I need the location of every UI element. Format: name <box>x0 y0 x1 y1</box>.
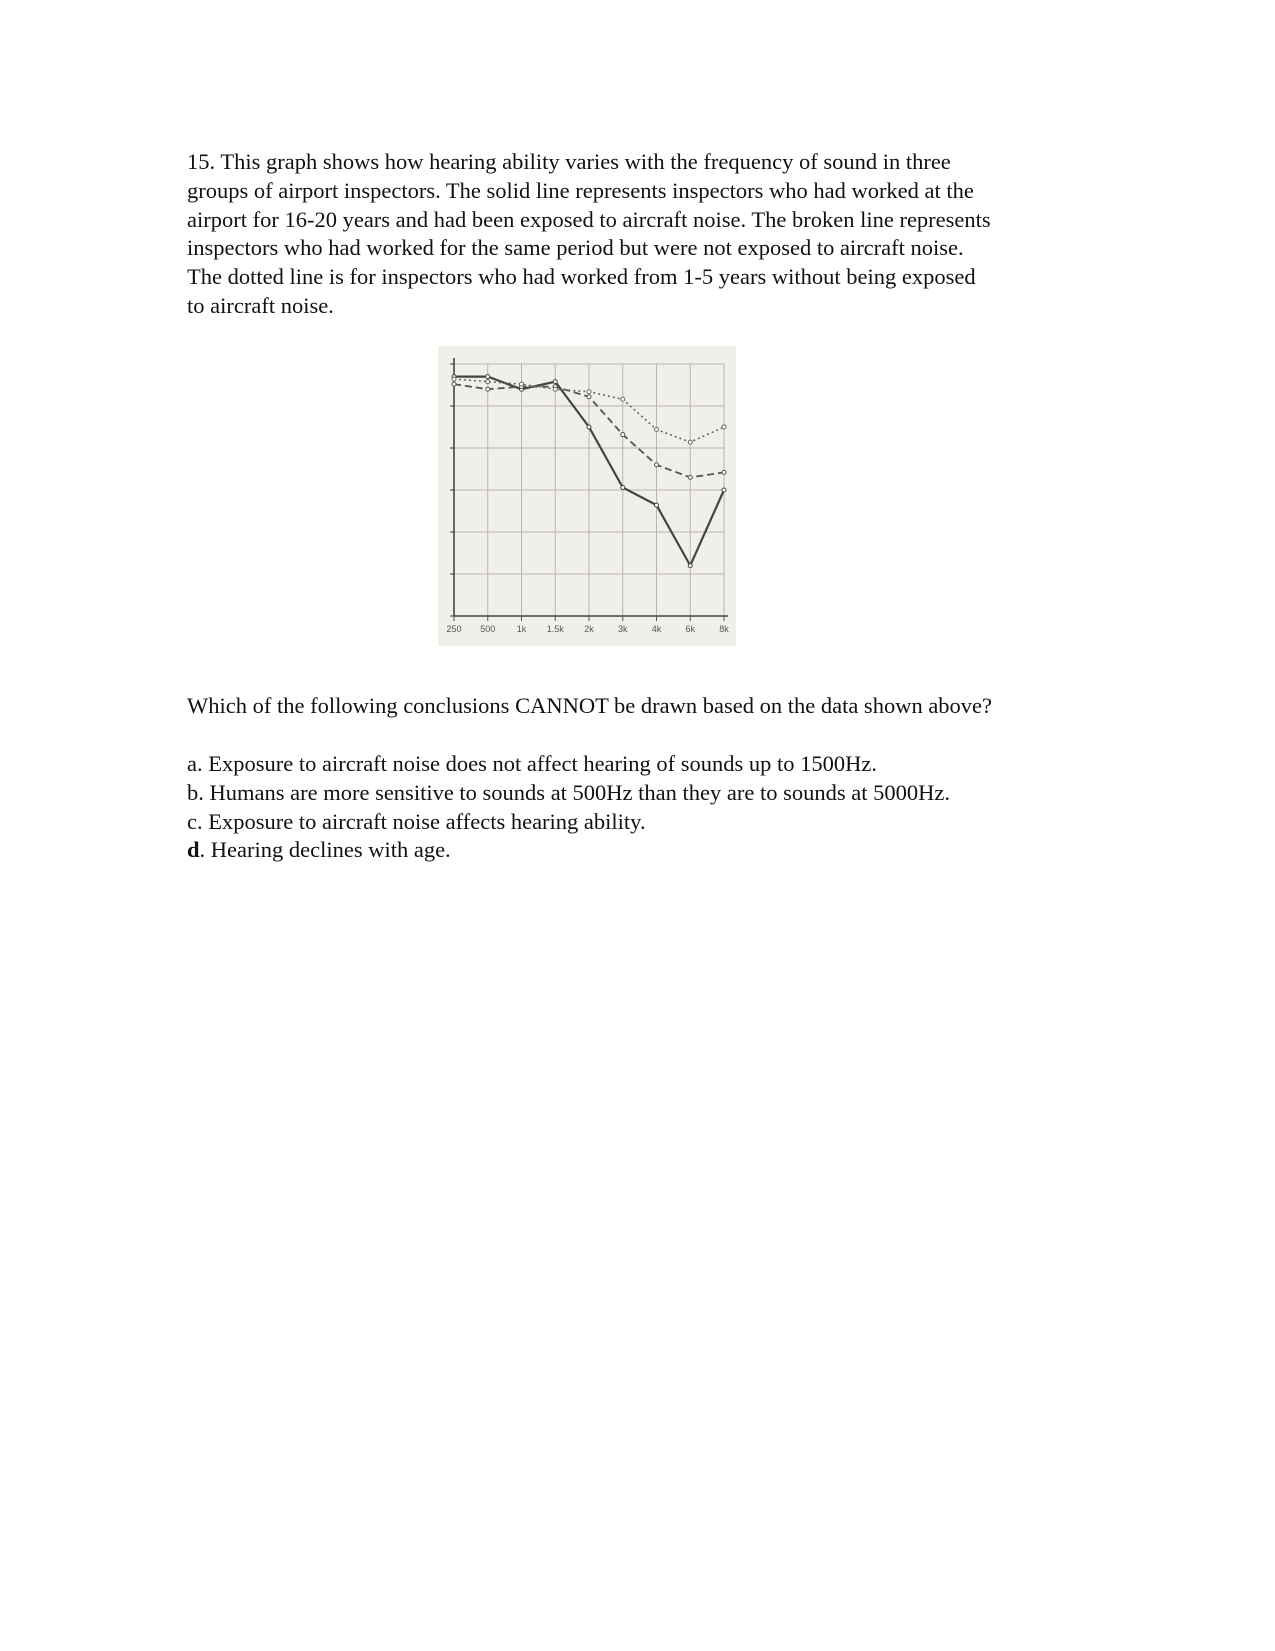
hearing-chart <box>438 346 736 646</box>
data-point-dotted <box>486 380 490 384</box>
intro-line: airport for 16-20 years and had been exposed to aircraft noise. The broken line represents <box>187 206 991 232</box>
question-intro <box>187 148 1097 321</box>
answer-options <box>187 750 950 865</box>
x-tick-label: 1.5k <box>546 624 564 634</box>
data-point-solid <box>722 488 726 492</box>
x-tick-label: 250 <box>446 624 462 634</box>
intro-line: inspectors who had worked for the same period but were not exposed to aircraft noise. <box>187 235 964 261</box>
data-point-dashed <box>587 395 591 399</box>
intro-line: to aircraft noise. <box>187 292 334 318</box>
data-point-dashed <box>452 382 456 386</box>
data-point-solid <box>486 375 490 379</box>
data-point-dashed <box>486 387 490 391</box>
x-tick-label: 1k <box>516 624 527 634</box>
data-point-solid <box>688 564 692 568</box>
option-letter: a <box>187 751 197 776</box>
data-point-dotted <box>452 377 456 381</box>
option-text: . Exposure to aircraft noise affects hearing ability. <box>197 808 646 834</box>
option-letter: b <box>187 779 199 805</box>
x-tick-label: 6k <box>685 624 696 634</box>
option-text: . Exposure to aircraft noise does not affect hearing of sounds up to 1500Hz. <box>197 751 878 776</box>
data-point-solid <box>655 503 659 507</box>
option-a <box>187 750 950 779</box>
question-prompt: Which of the following conclusions CANNOT be drawn based on the data shown above? <box>187 693 993 718</box>
data-point-solid <box>587 425 591 429</box>
data-point-dotted <box>655 428 659 432</box>
option-text: . Humans are more sensitive to sounds at 500Hz than they are to sounds at 5000Hz. <box>198 779 950 805</box>
data-point-dotted <box>553 387 557 391</box>
data-point-dotted <box>688 440 692 444</box>
option-d <box>187 836 950 865</box>
data-point-dotted <box>621 397 625 401</box>
data-point-solid <box>553 380 557 384</box>
x-tick-label: 8k <box>719 624 729 634</box>
option-text: . Hearing declines with age. <box>199 837 451 863</box>
data-point-dotted <box>722 425 726 429</box>
option-letter: d <box>187 837 200 863</box>
data-point-dashed <box>722 470 726 474</box>
hearing-chart-svg <box>438 346 736 646</box>
intro-line: groups of airport inspectors. The solid line represents inspectors who had worked at the <box>187 177 974 203</box>
intro-line: The dotted line is for inspectors who had worked from 1-5 years without being exposed <box>187 264 976 290</box>
data-point-dotted <box>520 382 524 386</box>
option-c <box>187 808 950 837</box>
x-tick-label: 2k <box>584 624 594 634</box>
x-tick-label: 4k <box>651 624 662 634</box>
data-point-dashed <box>621 433 625 437</box>
option-b <box>187 779 950 808</box>
x-tick-label: 3k <box>617 624 628 634</box>
data-point-dashed <box>655 463 659 467</box>
data-point-solid <box>621 485 625 489</box>
option-letter: c <box>187 808 197 834</box>
x-tick-label: 500 <box>480 624 496 634</box>
data-point-dashed <box>688 475 692 479</box>
data-point-dotted <box>587 390 591 394</box>
intro-line: 15. This graph shows how hearing ability varies with the frequency of sound in three <box>187 149 951 174</box>
